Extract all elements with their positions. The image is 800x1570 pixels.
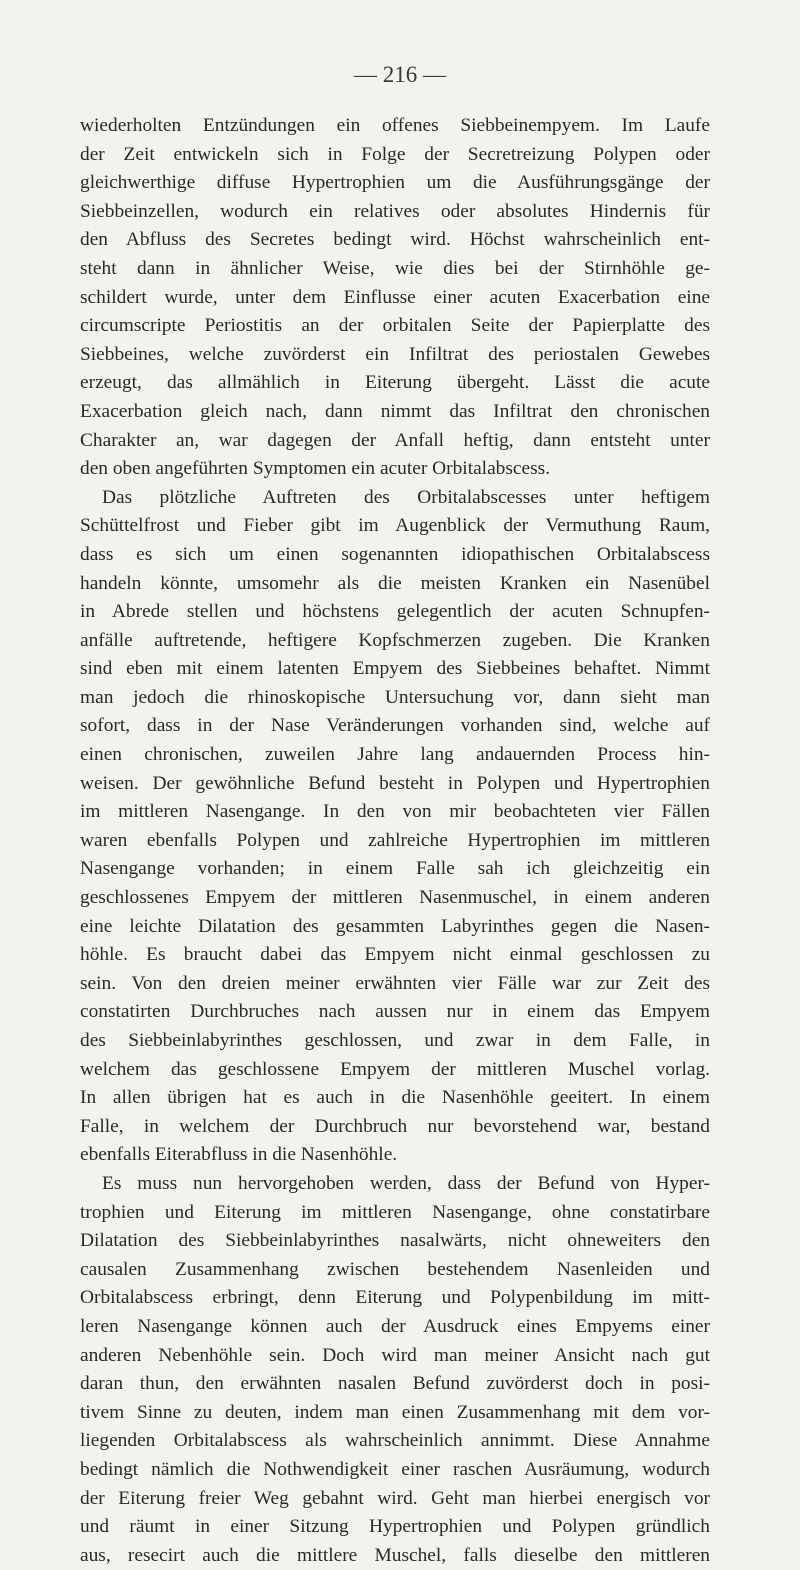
text-line: anderen Nebenhöhle sein. Doch wird man meiner Ansicht nach gut <box>80 1344 710 1366</box>
text-line: tivem Sinne zu deuten, indem man einen Zusammenhang mit dem vor- <box>80 1401 710 1423</box>
text-line: bedingt nämlich die Nothwendigkeit einer raschen Ausräumung, wodurch <box>80 1458 710 1480</box>
text-line: einen chronischen, zuweilen Jahre lang andauernden Process hin- <box>80 744 710 766</box>
text-line: causalen Zusammenhang zwischen bestehendem Nasenleiden und <box>80 1258 710 1280</box>
text-line: anfälle auftretende, heftigere Kopfschmerzen zugeben. Die Kranken <box>80 629 710 651</box>
text-line: Orbitalabscess erbringt, denn Eiterung und Polypenbildung im mitt- <box>80 1287 710 1309</box>
text-line: circumscripte Periostitis an der orbitalen Seite der Papierplatte des <box>80 315 710 337</box>
text-line: constatirten Durchbruches nach aussen nur in einem das Empyem <box>80 1001 710 1023</box>
page-number-header: — 216 — <box>354 62 446 87</box>
text-line: handeln könnte, umsomehr als die meisten Kranken ein Nasenübel <box>80 572 710 594</box>
text-line: liegenden Orbitalabscess als wahrscheinlich annimmt. Diese Annahme <box>80 1430 710 1452</box>
text-line: den Abfluss des Secretes bedingt wird. Höchst wahrscheinlich ent- <box>80 229 710 251</box>
text-line: sein. Von den dreien meiner erwähnten vier Fälle war zur Zeit des <box>80 972 710 994</box>
text-line: Falle, in welchem der Durchbruch nur bevorstehend war, bestand <box>80 1115 710 1137</box>
text-line: erzeugt, das allmählich in Eiterung übergeht. Lässt die acute <box>80 372 710 394</box>
text-line: in Abrede stellen und höchstens gelegentlich der acuten Schnupfen- <box>80 601 710 623</box>
text-line: daran thun, den erwähnten nasalen Befund zuvörderst doch in posi- <box>80 1373 710 1395</box>
text-line: steht dann in ähnlicher Weise, wie dies bei der Stirnhöhle ge- <box>80 257 710 279</box>
paragraph <box>80 1170 710 1570</box>
text-line: im mittleren Nasengange. In den von mir beobachteten vier Fällen <box>80 801 710 823</box>
paragraph <box>80 112 710 484</box>
text-line: Schüttelfrost und Fieber gibt im Augenblick der Vermuthung Raum, <box>80 515 710 537</box>
text-line: man jedoch die rhinoskopische Untersuchung vor, dann sieht man <box>80 686 710 708</box>
text-line: eine leichte Dilatation des gesammten Labyrinthes gegen die Nasen- <box>80 915 710 937</box>
text-line: der Zeit entwickeln sich in Folge der Secretreizung Polypen oder <box>80 143 710 165</box>
paragraph <box>80 484 710 1170</box>
text-line: höhle. Es braucht dabei das Empyem nicht einmal geschlossen zu <box>80 944 710 966</box>
text-line: Siebbeines, welche zuvörderst ein Infiltrat des periostalen Gewebes <box>80 343 710 365</box>
text-line: waren ebenfalls Polypen und zahlreiche Hypertrophien im mittleren <box>80 829 710 851</box>
text-line: Nasengange vorhanden; in einem Falle sah ich gleichzeitig ein <box>80 858 710 880</box>
text-line: weisen. Der gewöhnliche Befund besteht in Polypen und Hypertrophien <box>80 772 710 794</box>
text-line: Exacerbation gleich nach, dann nimmt das Infiltrat den chronischen <box>80 400 710 422</box>
text-line: und räumt in einer Sitzung Hypertrophien und Polypen gründlich <box>80 1516 710 1538</box>
text-line: aus, resecirt auch die mittlere Muschel, falls dieselbe den mittleren <box>80 1544 710 1566</box>
text-line: schildert wurde, unter dem Einflusse einer acuten Exacerbation eine <box>80 286 710 308</box>
text-line: gleichwerthige diffuse Hypertrophien um die Ausführungsgänge der <box>80 172 710 194</box>
text-line: wiederholten Entzündungen ein offenes Siebbeinempyem. Im Laufe <box>80 115 710 136</box>
text-line: ebenfalls Eiterabfluss in die Nasenhöhle. <box>80 1144 398 1166</box>
text-line: leren Nasengange können auch der Ausdruck eines Empyems einer <box>80 1315 710 1337</box>
text-line: Es muss nun hervorgehoben werden, dass der Befund von Hyper- <box>102 1172 710 1194</box>
text-line: In allen übrigen hat es auch in die Nasenhöhle geeitert. In einem <box>80 1087 710 1109</box>
text-line: dass es sich um einen sogenannten idiopathischen Orbitalabscess <box>80 543 710 565</box>
text-line: trophien und Eiterung im mittleren Nasengange, ohne constatirbare <box>80 1201 710 1223</box>
text-line: des Siebbeinlabyrinthes geschlossen, und zwar in dem Falle, in <box>80 1030 710 1051</box>
text-line: der Eiterung freier Weg gebahnt wird. Geht man hierbei energisch vor <box>80 1487 710 1509</box>
text-line: Dilatation des Siebbeinlabyrinthes nasalwärts, nicht ohneweiters den <box>80 1230 710 1252</box>
text-line: sind eben mit einem latenten Empyem des Siebbeines behaftet. Nimmt <box>80 658 710 680</box>
body-text <box>80 112 710 1570</box>
text-line: geschlossenes Empyem der mittleren Nasenmuschel, in einem anderen <box>80 887 710 909</box>
text-line: Charakter an, war dagegen der Anfall heftig, dann entsteht unter <box>80 429 710 451</box>
text-line: Das plötzliche Auftreten des Orbitalabscesses unter heftigem <box>102 486 710 508</box>
text-line: den oben angeführten Symptomen ein acuter Orbitalabscess. <box>80 458 551 480</box>
text-line: sofort, dass in der Nase Veränderungen vorhanden sind, welche auf <box>80 715 710 737</box>
text-line: welchem das geschlossene Empyem der mittleren Muschel vorlag. <box>80 1058 710 1080</box>
text-line: Siebbeinzellen, wodurch ein relatives oder absolutes Hindernis für <box>80 200 710 222</box>
